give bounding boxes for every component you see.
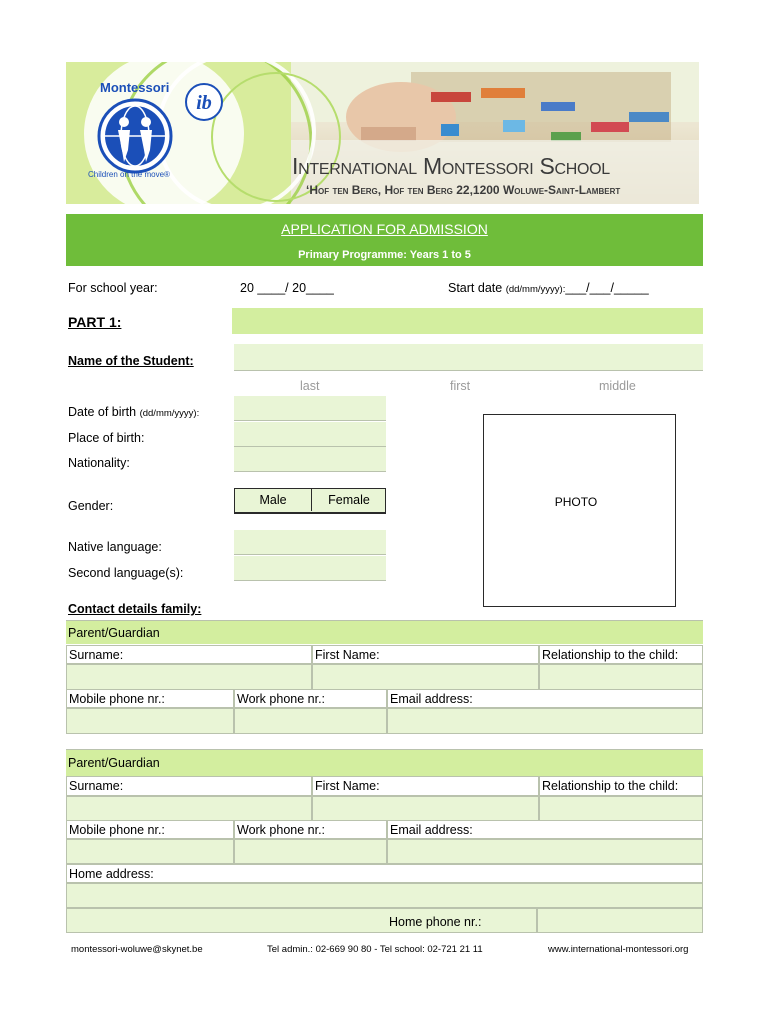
guardian1-surname-input[interactable]: [66, 664, 312, 690]
nationality-label: Nationality:: [68, 456, 130, 470]
gender-male-option[interactable]: Male: [235, 489, 312, 511]
pob-label: Place of birth:: [68, 431, 145, 445]
guardian2-work-input[interactable]: [234, 839, 387, 864]
guardian1-relationship-input[interactable]: [539, 664, 703, 690]
name-part-last: last: [300, 379, 320, 393]
nationality-input[interactable]: [234, 447, 386, 472]
home-address-input-line1[interactable]: [66, 883, 703, 908]
guardian2-surname-label: Surname:: [66, 776, 312, 796]
montessori-globe-logo: [94, 98, 176, 176]
start-date-text: Start date: [448, 281, 503, 295]
guardian2-work-label: Work phone nr.:: [234, 820, 387, 839]
guardian1-email-input[interactable]: [387, 708, 703, 734]
footer-email: montessori-woluwe@skynet.be: [71, 944, 203, 955]
guardian2-firstname-input[interactable]: [312, 796, 539, 821]
guardian2-header: Parent/Guardian: [66, 749, 703, 776]
ib-logo: [184, 82, 224, 122]
student-name-label: Name of the Student:: [68, 354, 194, 368]
guardian1-mobile-label: Mobile phone nr.:: [66, 689, 234, 708]
form-subtitle: Primary Programme: Years 1 to 5: [298, 249, 471, 261]
contact-heading: Contact details family:: [68, 602, 202, 616]
dob-format: (dd/mm/yyyy):: [139, 408, 200, 419]
guardian1-firstname-input[interactable]: [312, 664, 539, 690]
gender-selector: [234, 488, 386, 514]
photo-box[interactable]: [483, 414, 676, 607]
student-name-input[interactable]: [234, 344, 703, 371]
dob-input[interactable]: [234, 396, 386, 421]
pob-input[interactable]: [234, 422, 386, 447]
guardian2-mobile-input[interactable]: [66, 839, 234, 864]
dob-label: [68, 405, 199, 419]
footer-website: www.international-montessori.org: [548, 944, 689, 955]
start-date-field[interactable]: ___/___/_____: [565, 281, 649, 295]
native-language-label: Native language:: [68, 540, 162, 554]
school-year-field[interactable]: 20 ____/ 20____: [240, 281, 334, 295]
school-address: ‘Hof ten Berg, Hof ten Berg 22,1200 Woluwe-Saint-Lambert: [306, 183, 621, 197]
ib-logo-text: ib: [196, 92, 212, 114]
school-name: International Montessori School: [292, 153, 610, 179]
guardian2-email-input[interactable]: [387, 839, 703, 864]
guardian1-work-input[interactable]: [234, 708, 387, 734]
guardian1-header: Parent/Guardian: [66, 620, 703, 644]
montessori-tagline: Children on the move®: [88, 170, 170, 179]
montessori-logo-title: Montessori: [100, 80, 170, 95]
guardian1-firstname-label: First Name:: [312, 645, 539, 664]
gender-label: Gender:: [68, 499, 114, 513]
gender-female-option[interactable]: Female: [328, 493, 370, 507]
guardian1-work-label: Work phone nr.:: [234, 689, 387, 708]
guardian2-surname-input[interactable]: [66, 796, 312, 821]
school-year-label: For school year:: [68, 281, 158, 295]
dob-text: Date of birth: [68, 405, 137, 419]
second-language-label: Second language(s):: [68, 566, 184, 580]
form-title: APPLICATION FOR ADMISSION: [281, 221, 488, 237]
home-phone-label: Home phone nr.:: [389, 915, 482, 929]
start-date-label: [448, 281, 649, 295]
school-banner: [66, 62, 699, 204]
home-phone-input[interactable]: [537, 908, 703, 933]
second-language-input[interactable]: [234, 556, 386, 581]
guardian1-surname-label: Surname:: [66, 645, 312, 664]
start-date-format: (dd/mm/yyyy):: [505, 284, 566, 295]
guardian2-mobile-label: Mobile phone nr.:: [66, 820, 234, 839]
photo-label: PHOTO: [554, 495, 598, 509]
guardian1-mobile-input[interactable]: [66, 708, 234, 734]
footer-phones: Tel admin.: 02-669 90 80 - Tel school: 02-721 21 11: [267, 944, 483, 955]
guardian2-relationship-input[interactable]: [539, 796, 703, 821]
native-language-input[interactable]: [234, 530, 386, 555]
home-address-label: Home address:: [66, 864, 703, 883]
guardian1-email-label: Email address:: [387, 689, 703, 708]
guardian1-relationship-label: Relationship to the child:: [539, 645, 703, 664]
name-part-middle: middle: [599, 379, 636, 393]
name-part-first: first: [450, 379, 471, 393]
guardian2-email-label: Email address:: [387, 820, 703, 839]
guardian2-firstname-label: First Name:: [312, 776, 539, 796]
guardian2-relationship-label: Relationship to the child:: [539, 776, 703, 796]
part1-label: PART 1:: [68, 314, 122, 330]
